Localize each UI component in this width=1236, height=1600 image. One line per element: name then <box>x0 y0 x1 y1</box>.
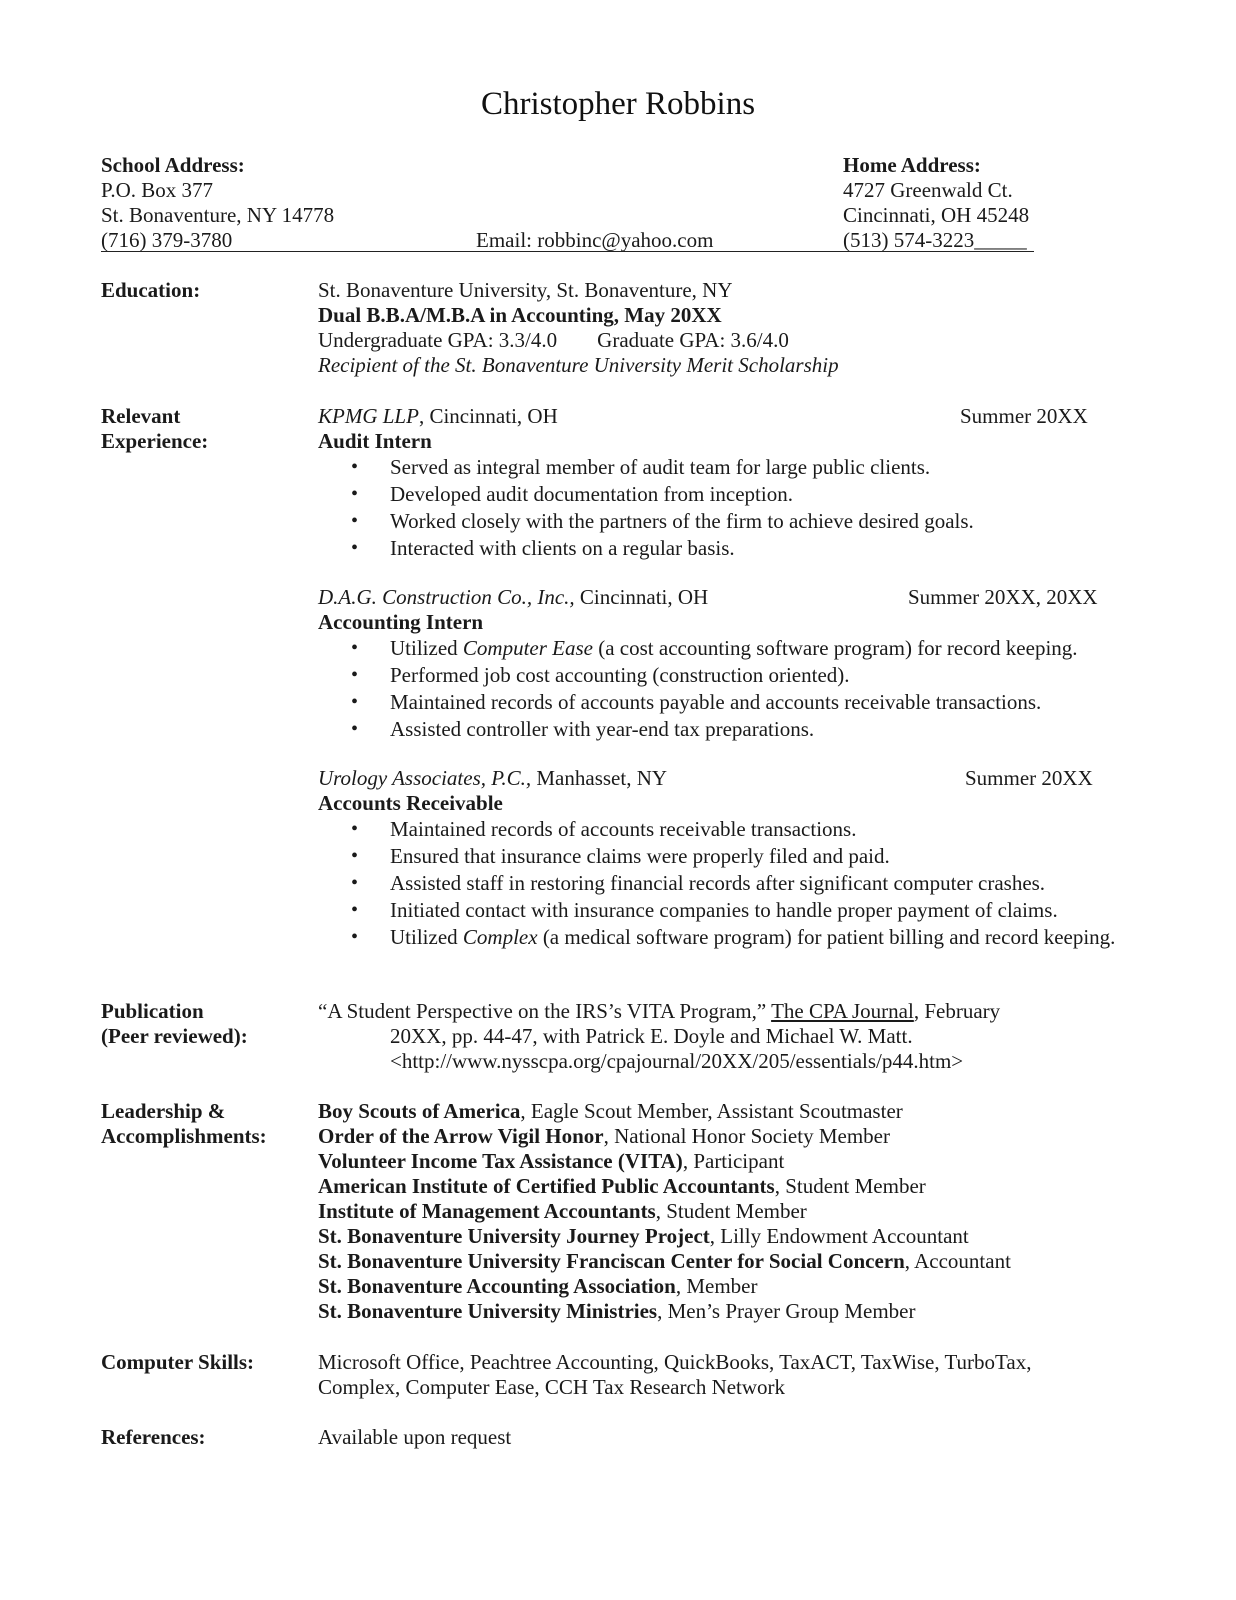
bullet-icon: • <box>351 718 359 740</box>
gpa-grad: Graduate GPA: 3.6/4.0 <box>597 328 789 352</box>
job-bullets <box>318 816 1118 950</box>
job-bullets <box>318 454 1118 562</box>
list-item: • Assisted staff in restoring financial records after significant computer crashes. <box>351 871 1046 895</box>
candidate-name: Christopher Robbins <box>480 86 756 122</box>
publication-line1 <box>318 999 1058 1024</box>
experience-label-line1: Relevant <box>101 404 181 428</box>
header-divider <box>101 251 1034 252</box>
bullet-icon: • <box>351 899 359 921</box>
job-kpmg <box>318 404 1118 562</box>
bullet-icon: • <box>351 510 359 532</box>
job-dag <box>318 585 1118 743</box>
job-urology <box>318 766 1118 950</box>
job-date: Summer 20XX <box>965 766 1093 790</box>
list-item: • Maintained records of accounts receivable transactions. <box>351 817 857 841</box>
bullet-icon: • <box>351 637 359 659</box>
leadership-list <box>318 1099 1011 1324</box>
job-location: Cincinnati, OH <box>574 585 709 609</box>
bullet-icon: • <box>351 845 359 867</box>
job-company: D.A.G. Construction Co., Inc., <box>318 585 575 609</box>
job-header <box>318 766 1108 791</box>
bullet-icon: • <box>351 926 359 948</box>
bullet-icon: • <box>351 872 359 894</box>
job-company: KPMG LLP <box>318 404 419 428</box>
bullet-icon: • <box>351 456 359 478</box>
school-address-line1: P.O. Box 377 <box>101 178 214 202</box>
job-title: Audit Intern <box>318 429 432 453</box>
list-item: St. Bonaventure University Ministries, Men’s Prayer Group Member <box>318 1299 916 1323</box>
list-item: • Maintained records of accounts payable and accounts receivable transactions. <box>351 690 1042 714</box>
home-address-line2: Cincinnati, OH 45248 <box>843 203 1030 227</box>
job-company: Urology Associates, P.C., <box>318 766 532 790</box>
bullet-icon: • <box>351 818 359 840</box>
home-phone: (513) 574-3223_____ <box>843 228 1027 252</box>
job-location: Manhasset, NY <box>531 766 668 790</box>
school-phone: (716) 379-3780 <box>101 228 233 252</box>
list-item: Institute of Management Accountants, Student Member <box>318 1199 807 1223</box>
experience-label-line2: Experience: <box>101 429 209 453</box>
job-bullets <box>318 635 1118 743</box>
list-item: • Initiated contact with insurance companies to handle proper payment of claims. <box>351 898 1058 922</box>
school-address <box>101 153 334 253</box>
job-title: Accounting Intern <box>318 610 484 634</box>
list-item: St. Bonaventure University Franciscan Center for Social Concern, Accountant <box>318 1249 1011 1273</box>
publication-journal: The CPA Journal <box>771 999 914 1023</box>
list-item: • Developed audit documentation from inception. <box>351 482 793 506</box>
education-section <box>318 278 839 378</box>
home-address <box>843 153 1029 253</box>
bullet-icon: • <box>351 537 359 559</box>
publication-details: 20XX, pp. 44-47, with Patrick E. Doyle and Michael W. Matt. <box>390 1024 913 1048</box>
list-item: • Served as integral member of audit team for large public clients. <box>351 455 931 479</box>
publication-label-line2: (Peer reviewed): <box>101 1024 248 1048</box>
skills-text: Microsoft Office, Peachtree Accounting, QuickBooks, TaxACT, TaxWise, TurboTax, Complex, Computer Ease, CCH Tax Research Network <box>318 1350 1032 1399</box>
publication-url: <http://www.nysscpa.org/cpajournal/20XX/205/essentials/p44.htm> <box>390 1049 964 1073</box>
publication-title: “A Student Perspective on the IRS’s VITA Program,” <box>318 999 772 1023</box>
list-item: • Utilized Complex (a medical software program) for patient billing and record keeping. <box>351 925 1116 949</box>
list-item: American Institute of Certified Public Accountants, Student Member <box>318 1174 926 1198</box>
job-date: Summer 20XX <box>960 404 1088 428</box>
leadership-label <box>101 1099 267 1149</box>
publication-label <box>101 999 248 1049</box>
publication-label-line1: Publication <box>101 999 204 1023</box>
job-header <box>318 585 1108 610</box>
education-honor: Recipient of the St. Bonaventure University Merit Scholarship <box>318 353 839 377</box>
list-item: Order of the Arrow Vigil Honor, National Honor Society Member <box>318 1124 890 1148</box>
job-title: Accounts Receivable <box>318 791 503 815</box>
school-address-line2: St. Bonaventure, NY 14778 <box>101 203 335 227</box>
education-school: St. Bonaventure University, St. Bonaventure, NY <box>318 278 733 302</box>
skills-label: Computer Skills: <box>101 1350 255 1374</box>
education-degree: Dual B.B.A/M.B.A in Accounting, May 20XX <box>318 303 722 327</box>
list-item: • Assisted controller with year-end tax preparations. <box>351 717 815 741</box>
home-address-line1: 4727 Greenwald Ct. <box>843 178 1013 202</box>
list-item: St. Bonaventure Accounting Association, Member <box>318 1274 758 1298</box>
publication-entry <box>318 999 1058 1074</box>
leadership-label-line1: Leadership & <box>101 1099 226 1123</box>
experience-label <box>101 404 208 454</box>
publication-date: , February <box>913 999 1001 1023</box>
home-address-heading: Home Address: <box>843 153 981 177</box>
list-item: • Worked closely with the partners of the firm to achieve desired goals. <box>351 509 974 533</box>
list-item: • Performed job cost accounting (construction oriented). <box>351 663 850 687</box>
gpa-undergrad: Undergraduate GPA: 3.3/4.0 <box>318 328 558 352</box>
bullet-icon: • <box>351 483 359 505</box>
school-address-heading: School Address: <box>101 153 245 177</box>
list-item: • Ensured that insurance claims were properly filed and paid. <box>351 844 890 868</box>
leadership-label-line2: Accomplishments: <box>101 1124 267 1148</box>
list-item: • Utilized Computer Ease (a cost accounting software program) for record keeping. <box>351 636 1078 660</box>
job-location: , Cincinnati, OH <box>418 404 558 428</box>
list-item: Boy Scouts of America, Eagle Scout Member, Assistant Scoutmaster <box>318 1099 903 1123</box>
bullet-icon: • <box>351 691 359 713</box>
education-gpa <box>318 328 839 353</box>
email: Email: robbinc@yahoo.com <box>476 228 714 252</box>
list-item: St. Bonaventure University Journey Project, Lilly Endowment Accountant <box>318 1224 969 1248</box>
references-label: References: <box>101 1425 206 1449</box>
job-date: Summer 20XX, 20XX <box>908 585 1098 609</box>
references-text: Available upon request <box>318 1425 512 1449</box>
job-header <box>318 404 1108 429</box>
list-item: • Interacted with clients on a regular basis. <box>351 536 735 560</box>
list-item: Volunteer Income Tax Assistance (VITA), Participant <box>318 1149 785 1173</box>
education-label: Education: <box>101 278 201 302</box>
bullet-icon: • <box>351 664 359 686</box>
